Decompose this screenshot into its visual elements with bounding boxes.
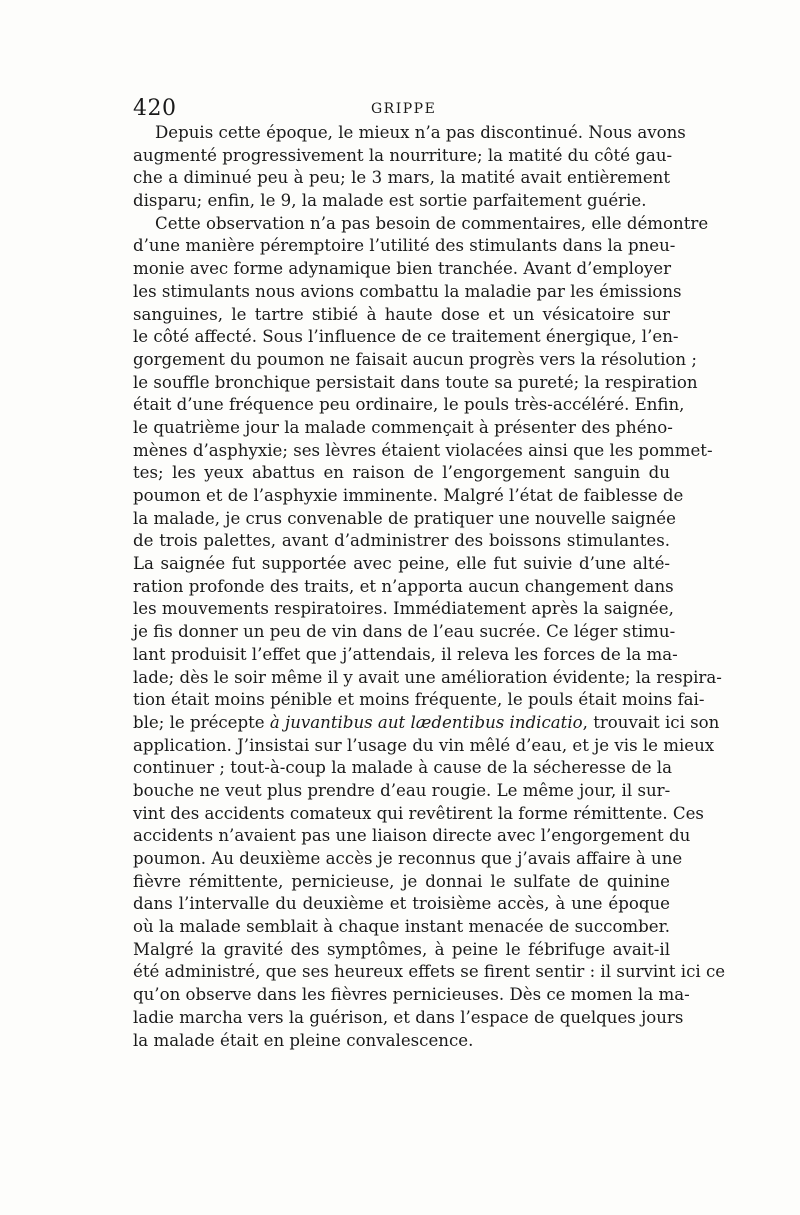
text-line: La saignée fut supportée avec peine, elle fut suivie d’une alté- xyxy=(133,554,670,574)
text-line: le quatrième jour la malade commençait à présenter des phéno- xyxy=(133,417,673,437)
text-line: continuer ; tout-à-coup la malade à cause de la sécheresse de la xyxy=(133,758,672,778)
text-line: les stimulants nous avions combattu la maladie par les émissions xyxy=(133,281,682,301)
text-segment: application. xyxy=(133,735,238,755)
text-line xyxy=(133,735,715,758)
text-line: accidents n’avaient pas une liaison directe avec l’engorgement du xyxy=(133,826,691,846)
running-title: GRIPPE xyxy=(371,101,437,117)
text-line: lade; dès le soir même il y avait une amélioration évidente; la respira- xyxy=(133,667,722,687)
text-line: poumon et de l’asphyxie imminente. Malgré l’état de faiblesse de xyxy=(133,486,684,505)
text-line: lant produisit l’effet que j’attendais, il releva les forces de la ma- xyxy=(133,644,678,664)
text-line: Malgré la gravité des symptômes, à peine le fébrifuge avait-il xyxy=(133,939,670,959)
text-line: ladie marcha vers la guérison, et dans l’espace de quelques jours xyxy=(133,1007,684,1027)
text-line: d’une manière péremptoire l’utilité des stimulants dans la pneu- xyxy=(133,236,676,256)
text-line: disparu; enfin, le 9, la malade est sortie parfaitement guérie. xyxy=(133,191,647,211)
text-line: fièvre rémittente, pernicieuse, je donnai le sulfate de quinine xyxy=(133,871,670,891)
text-line: les mouvements respiratoires. Immédiatement après la saignée, xyxy=(133,599,674,619)
text-line: dans l’intervalle du deuxième et troisième accès, à une époque xyxy=(133,894,670,914)
text-line: où la malade semblait à chaque instant menacée de succomber. xyxy=(133,917,670,937)
text-line: sanguines, le tartre stibié à haute dose et un vésicatoire sur xyxy=(133,304,670,324)
text-segment: , trouvait ici son xyxy=(582,712,720,732)
text-line: ration profonde des traits, et n’apporta aucun changement dans xyxy=(133,576,674,596)
text-line: le souffle bronchique persistait dans toute sa pureté; la respiration xyxy=(133,372,698,392)
text-line: poumon. Au deuxième accès je reconnus que j’avais affaire à une xyxy=(133,849,683,868)
text-line: de trois palettes, avant d’administrer des boissons stimulantes. xyxy=(133,531,670,551)
text-line: gorgement du poumon ne faisait aucun progrès vers la résolution ; xyxy=(133,349,697,369)
text-line: tes; les yeux abattus en raison de l’engorgement sanguin du xyxy=(133,463,670,483)
text-line: le côté affecté. Sous l’influence de ce traitement énergique, l’en- xyxy=(133,327,679,347)
text-segment: ble; le précepte xyxy=(133,712,270,732)
text-segment: J’insistai sur l’usage du vin mêlé d’eau, et je vis le mieux xyxy=(237,735,715,755)
text-line: vint des accidents comateux qui revêtirent la forme rémittente. Ces xyxy=(133,803,704,823)
text-line: été administré, que ses heureux effets se firent sentir : il survint ici ce xyxy=(133,962,726,982)
latin-phrase: à juvantibus aut lædentibus indicatio xyxy=(269,712,583,732)
body-text xyxy=(133,122,726,1052)
text-line: la malade, je crus convenable de pratiquer une nouvelle saignée xyxy=(133,508,676,528)
text-line-with-latin xyxy=(133,712,720,735)
text-line: la malade était en pleine convalescence. xyxy=(133,1030,474,1050)
text-line: tion était moins pénible et moins fréquente, le pouls était moins fai- xyxy=(133,690,705,710)
text-line: Depuis cette époque, le mieux n’a pas discontinué. Nous avons xyxy=(155,123,686,142)
text-line: Cette observation n’a pas besoin de commentaires, elle démontre xyxy=(155,213,709,233)
text-line: mènes d’asphyxie; ses lèvres étaient violacées ainsi que les pommet- xyxy=(133,440,713,460)
text-line: bouche ne veut plus prendre d’eau rougie. Le même jour, il sur- xyxy=(133,780,671,800)
page-header xyxy=(133,96,668,124)
text-line: je fis donner un peu de vin dans de l’eau sucrée. Ce léger stimu- xyxy=(133,622,676,642)
text-line: monie avec forme adynamique bien tranchée. Avant d’employer xyxy=(133,259,672,279)
text-line: che a diminué peu à peu; le 3 mars, la matité avait entièrement xyxy=(133,168,670,188)
text-line: qu’on observe dans les fièvres pernicieuses. Dès ce momen la ma- xyxy=(133,985,690,1005)
page-number: 420 xyxy=(133,96,177,121)
text-line: augmenté progressivement la nourriture; la matité du côté gau- xyxy=(133,145,673,165)
text-line: était d’une fréquence peu ordinaire, le pouls très-accéléré. Enfin, xyxy=(133,395,685,415)
